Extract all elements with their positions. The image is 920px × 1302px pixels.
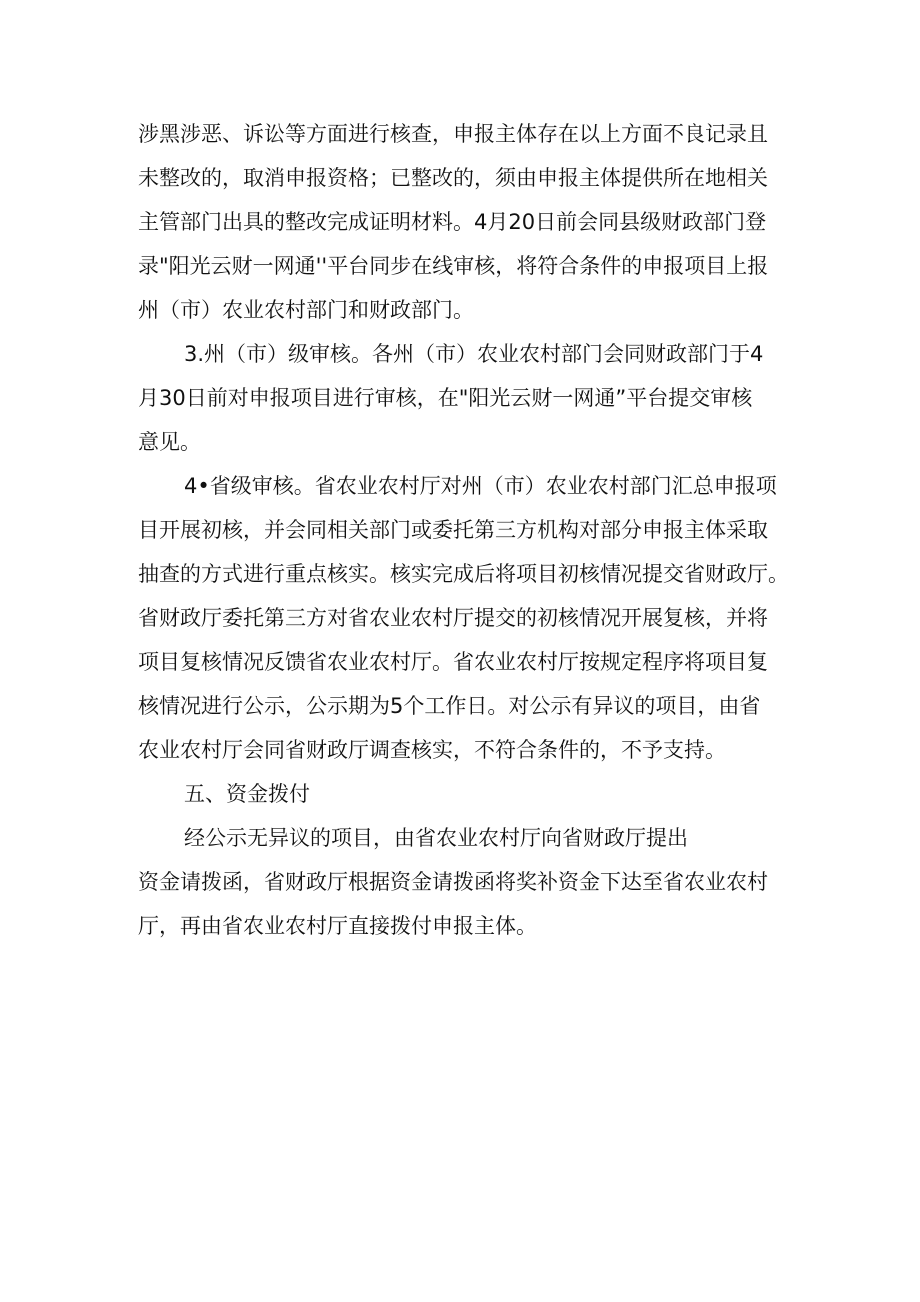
text-line: 厅，再由省农业农村厅直接拨付申报主体。 [138, 914, 537, 938]
text-line: 意见。 [138, 430, 201, 454]
text-line: 未整改的，取消申报资格；已整改的，须由申报主体提供所在地相关 [138, 166, 768, 190]
text-line: 省财政厅委托第三方对省农业农村厅提交的初核情况开展复核，并将 [138, 606, 768, 630]
text-line: 主管部门出具的整改完成证明材料。4月20日前会同县级财政部门登 [138, 210, 767, 234]
text-line: 3.州（市）级审核。各州（市）农业农村部门会同财政部门于4 [184, 342, 764, 366]
text-line: 4•省级审核。省农业农村厅对州（市）农业农村部门汇总申报项 [184, 474, 777, 498]
text-line: 月30日前对申报项目进行审核，在"阳光云财一网通”平台提交审核 [138, 386, 753, 410]
text-line: 核情况进行公示，公示期为5个工作日。对公示有异议的项目，由省 [138, 694, 761, 718]
text-line: 农业农村厅会同省财政厅调查核实，不符合条件的，不予支持。 [138, 738, 726, 762]
text-line: 资金请拨函，省财政厅根据资金请拨函将奖补资金下达至省农业农村 [138, 870, 768, 894]
text-line: 州（市）农业农村部门和财政部门。 [138, 298, 474, 322]
text-line: 抽查的方式进行重点核实。核实完成后将项目初核情况提交省财政厅。 [138, 562, 789, 586]
text-line: 目开展初核，并会同相关部门或委托第三方机构对部分申报主体采取 [138, 518, 768, 542]
text-line: 录"阳光云财一网通''平台同步在线审核，将符合条件的申报项目上报 [138, 254, 769, 278]
text-line: 涉黑涉恶、诉讼等方面进行核查，申报主体存在以上方面不良记录且 [138, 122, 768, 146]
text-line: 经公示无异议的项目，由省农业农村厅向省财政厅提出 [184, 826, 688, 850]
section-heading: 五、资金拨付 [184, 782, 310, 806]
text-line: 项目复核情况反馈省农业农村厅。省农业农村厅按规定程序将项目复 [138, 650, 768, 674]
document-body [138, 116, 788, 952]
